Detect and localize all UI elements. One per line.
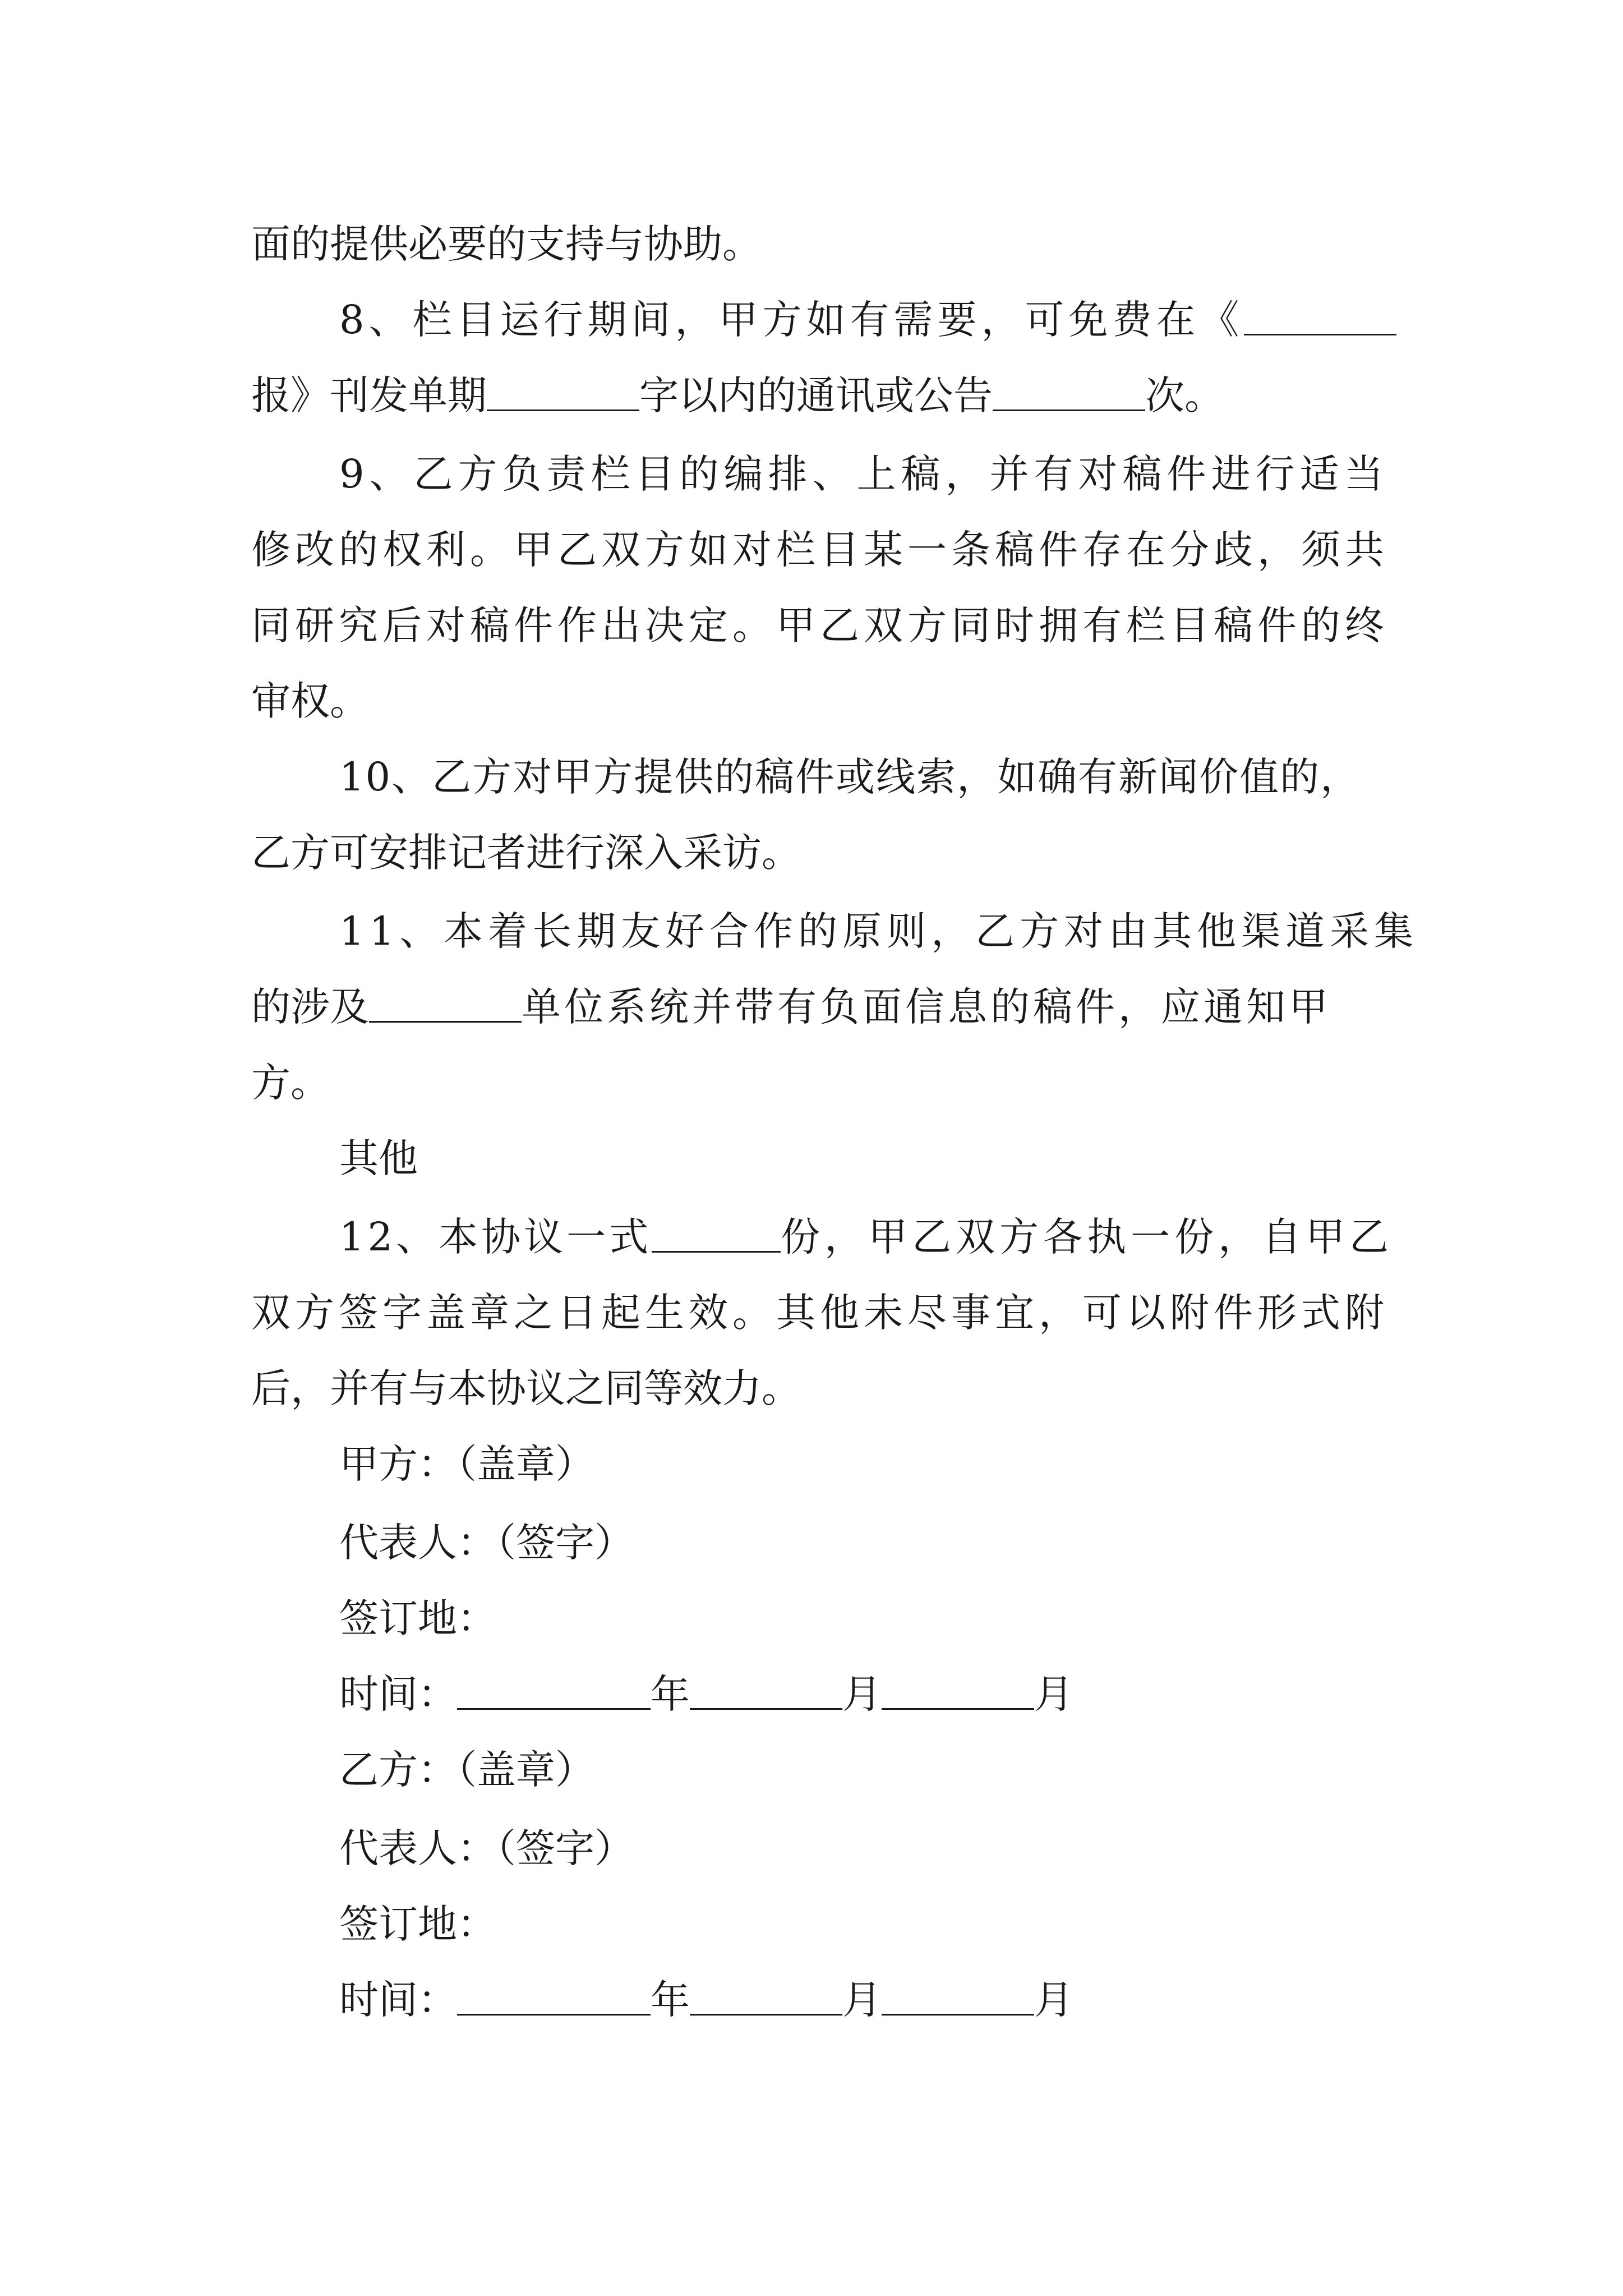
- clause-9-line-2: [251, 522, 1390, 578]
- paragraph-line: [251, 216, 1390, 272]
- blank-field: [1244, 295, 1396, 335]
- blank-field: [882, 1975, 1034, 2016]
- text-line: 乙方可安排记者进行深入采访。: [251, 830, 801, 876]
- text-line: 10、乙方对甲方提供的稿件或线索，如确有新闻价值的，: [339, 754, 1361, 800]
- party-b-representative: [339, 1820, 1478, 1876]
- text-line: 方。: [251, 1060, 330, 1106]
- section-heading-other: [339, 1130, 1478, 1186]
- text-line: 甲方：（盖章）: [339, 1441, 594, 1487]
- party-b-seal: [339, 1742, 1478, 1798]
- party-b-place: [339, 1896, 1478, 1952]
- text-line: 的涉及: [251, 984, 369, 1030]
- text-line: 9、乙方负责栏目的编排、上稿，并有对稿件进行适当: [339, 451, 1389, 497]
- party-a-seal: [339, 1436, 1478, 1492]
- clause-8-line-2: [251, 367, 1390, 424]
- text-line: 11、本着长期友好合作的原则，乙方对由其他渠道采集: [339, 908, 1419, 954]
- clause-9-line-4: [251, 673, 1390, 729]
- text-line: 份，甲乙双方各执一份，自甲乙: [781, 1214, 1394, 1260]
- blank-field: [993, 370, 1145, 411]
- text-line: 单位系统并带有负面信息的稿件，应通知甲: [522, 984, 1331, 1030]
- clause-9-line-3: [251, 597, 1390, 654]
- text-line: 12、本协议一式: [339, 1214, 652, 1260]
- party-a-representative: [339, 1515, 1478, 1571]
- text-line: 同研究后对稿件作出决定。甲乙双方同时拥有栏目稿件的终: [251, 602, 1389, 648]
- text-line: 审权。: [251, 678, 369, 724]
- clause-10-line-2: [251, 825, 1390, 881]
- text-line: 月: [1034, 1977, 1073, 2023]
- text-line: 签订地：: [339, 1901, 496, 1947]
- text-line: 次。: [1145, 372, 1224, 418]
- clause-12-line-1: [339, 1209, 1394, 1265]
- text-line: 月: [842, 1977, 882, 2023]
- text-line: 双方签字盖章之日起生效。其他未尽事宜，可以附件形式附: [251, 1290, 1389, 1336]
- blank-field: [690, 1975, 842, 2016]
- text-line: 月: [842, 1671, 882, 1717]
- text-line: 年: [651, 1671, 690, 1717]
- party-a-place: [339, 1590, 1478, 1646]
- text-line: 时间：: [339, 1977, 457, 2023]
- blank-field: [882, 1669, 1034, 1710]
- clause-11-line-2: [251, 979, 1390, 1035]
- text-line: 修改的权利。甲乙双方如对栏目某一条稿件存在分歧，须共: [251, 527, 1389, 573]
- text-line: 乙方：（盖章）: [339, 1747, 594, 1793]
- clause-10-line-1: [339, 749, 1390, 805]
- text-line: 后，并有与本协议之同等效力。: [251, 1365, 801, 1411]
- party-b-time: [339, 1972, 1478, 2028]
- text-line: 8、栏目运行期间，甲方如有需要，可免费在《: [339, 297, 1244, 343]
- blank-field: [487, 370, 639, 411]
- clause-12-line-3: [251, 1360, 1390, 1416]
- text-line: 面的提供必要的支持与协助。: [251, 221, 762, 267]
- blank-field: [457, 1975, 651, 2016]
- clause-8-line-1: [339, 292, 1390, 348]
- blank-field: [652, 1212, 781, 1253]
- text-line: 时间：: [339, 1671, 457, 1717]
- blank-field: [690, 1669, 842, 1710]
- blank-field: [457, 1669, 651, 1710]
- text-line: 代表人：（签字）: [339, 1825, 634, 1871]
- clause-12-line-2: [251, 1285, 1390, 1341]
- text-line: 签订地：: [339, 1595, 496, 1641]
- text-line: 代表人：（签字）: [339, 1520, 634, 1566]
- text-line: 其他: [339, 1135, 418, 1181]
- text-line: 月: [1034, 1671, 1073, 1717]
- clause-9-line-1: [339, 446, 1390, 502]
- clause-11-line-1: [339, 903, 1419, 959]
- text-line: 年: [651, 1977, 690, 2023]
- party-a-time: [339, 1666, 1478, 1722]
- clause-11-line-3: [251, 1055, 1390, 1111]
- blank-field: [369, 982, 522, 1023]
- text-line: 字以内的通讯或公告: [639, 372, 993, 418]
- text-line: 报》刊发单期: [251, 372, 487, 418]
